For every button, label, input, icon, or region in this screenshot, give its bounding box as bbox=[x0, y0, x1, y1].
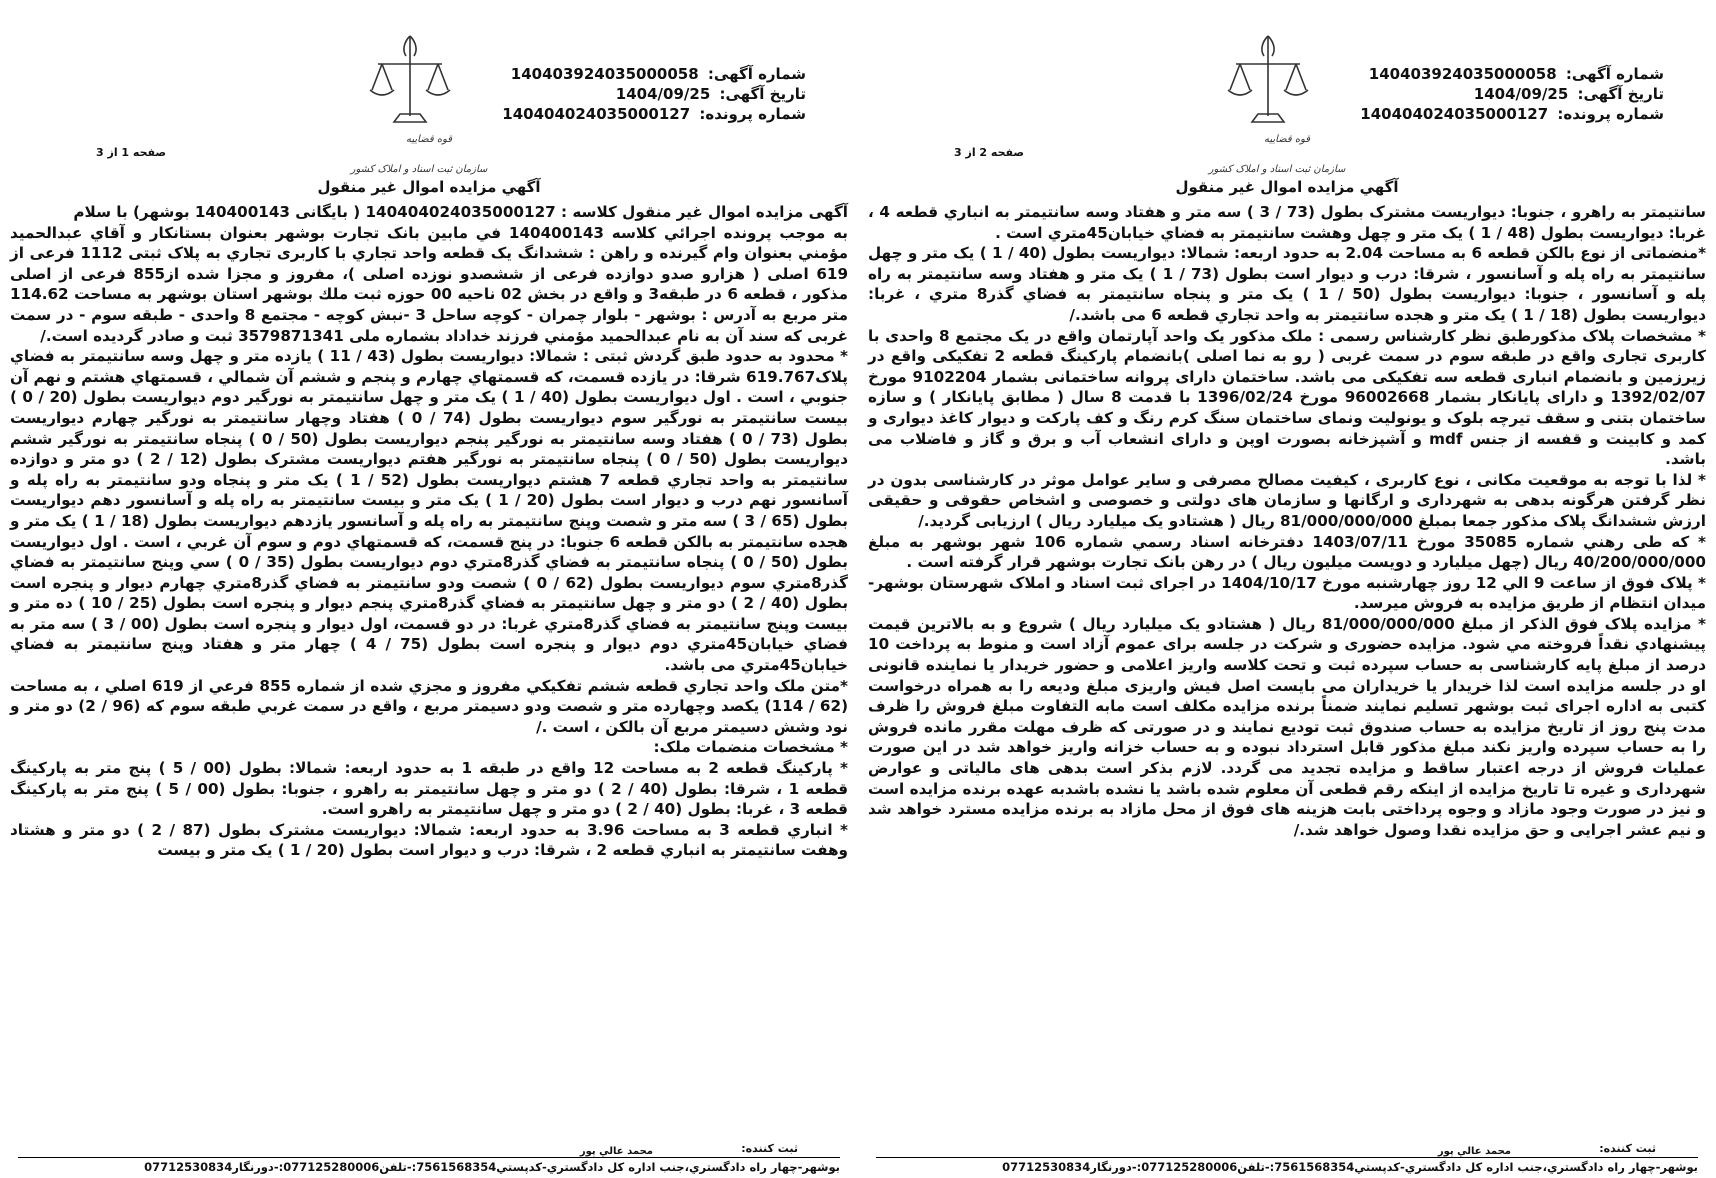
footer-divider bbox=[876, 1157, 1698, 1158]
paragraph: *متن ملک واحد تجاري قطعه ششم تفكيكي مفروز و مجزي شده از شماره 855 فرعي از 619 اصلي ، به مساحت (62 / 114) يكصد وچهارده متر و شصت ودو دسيمتر مربع ، واقع در سمت غربي طبقه سوم كه (96 / 2) دو متر و نود وشش دسيمتر مربع آن بالكن ، است ./ bbox=[10, 676, 849, 736]
paragraph: سانتيمتر به راهرو ، جنوبا: ديواريست مشترک بطول (73 / 3 ) سه متر و هفتاد وسه سانتيمتر به انباري قطعه 4 ، غربا: ديواريست بطول (48 / 1 ) يک متر و چهل وهشت سانتيمتر به فضاي خيابان45متري است . bbox=[868, 203, 1706, 242]
paragraph: *منضماتی از نوع بالكن قطعه 6 به مساحت 2.04 به حدود اربعه: شمالا: ديواريست بطول (40 / 1 ) يک متر و چهل سانتيمتر به راه پله و آسانسور ، شرقا: درب و ديوار است بطول (73 / 1 ) يک متر و هفتاد وسه سانتيمتر به راه پله و آسانسور ، جنوبا: ديواريست بطول (50 / 1 ) يک متر و پنجاه سانتيمتر به فضاي گذر8 متري ، غربا: ديواريست بطول (18 / 1 ) يک متر و هجده سانتيمتر به واحد تجاري قطعه 6 می باشد./ bbox=[868, 244, 1707, 324]
paragraph: * پلاک فوق از ساعت 9 الي 12 روز چهارشنبه مورخ 1404/10/17 در اجرای ثبت اسناد و املاک شهرستان بوشهر- ميدان انتظام از طريق مزايده به فروش ميرسد. bbox=[868, 573, 1706, 613]
footer-address: بوشهر-چهار راه دادگستري،جنب اداره كل دادگستري-كدپستي7561568354:-تلفن077125280006:-دورنگار07712530834 bbox=[1002, 1160, 1698, 1174]
case-number-row bbox=[502, 104, 806, 124]
paragraph: * مزايده پلاک فوق الذكر از مبلغ 81/000/000/000 ريال ( هشتادو يک ميليارد ريال ) شروع و به بالاترين قيمت پيشنهادي نقداً فروخته مي شود. مزایده حضوری و شرکت در جلسه برای عموم آزاد است و منوط به پرداخت 10 درصد از مبلغ پایه کارشناسی به حساب سپرده ثبت و تحت کلاسه واریز اعلامی و حضور خریدار یا نماینده قانونی او در جلسه مزایده است لذا خریدار یا خریداران می بایست اصل فیش واریزی مبلغ ودیعه را به همراه درخواست کتبی به اداره اجرای ثبت بوشهر تسلیم نمایند ضمناً برنده مزایده مکلف است مابه التفاوت مبلغ فروش را ظرف مدت پنج روز از تاریخ مزایده به حساب صندوق ثبت تودیع نمایند و در صورتی که ظرف مهلت مقرر مانده فروش را به حساب سپرده واریز نکند مبلغ مذکور قابل استرداد نبوده و به حساب خزانه واریز خواهد شد در این صورت عملیات فروش از درجه اعتبار ساقط و مزایده تجدید می گردد. لازم بذکر است بدهی های مالیاتی و عوارض شهرداری و غیره تا تاریخ مزایده از اینکه رقم قطعی آن معلوم شده باشد یا نشده باشدبه عهده برنده مزایده است و نیز در صورت وجود مازاد و وجوه پرداختی بابت هزینه های فوق از محل مازاد به برنده مزایده مسترد خواهد شد و نیم عشر اجرایی و حق مزایده نقدا وصول خواهد شد./ bbox=[868, 614, 1707, 839]
org-subtitle: سازمان ثبت اسناد و املاک کشور bbox=[1208, 164, 1346, 175]
org-subtitle: سازمان ثبت اسناد و املاک کشور bbox=[350, 164, 488, 175]
page-header bbox=[0, 30, 858, 180]
signer-label: ثبت کننده: bbox=[1599, 1142, 1656, 1155]
ad-date-label: تاریخ آگهی: bbox=[1577, 85, 1664, 103]
paragraph: به موجب پرونده اجرائي كلاسه 140400143 في مابين بانک تجارت بوشهر بعنوان بستانكار و آقاي عبدالحميد مؤمني بعنوان وام گيرنده و راهن : ششدانگ يک قطعه واحد تجاري با کاربری تجاري به پلاک ثبتی 1112 فرعی از 619 اصلی ( هزارو صدو دوازده فرعی از ششصدو نوزده اصلی )، مفروز و مجزا شده از855 فرعی از اصلی مذکور ، قطعه 6 در طبقه3 و واقع در بخش 02 ناحيه 00 حوزه ثبت ملك بوشهر استان بوشهر به مساحت 114.62 متر مربع به آدرس : بوشهر - بلوار چمران - كوچه ساحل 3 -نبش كوچه - مجتمع 8 واحدی - طبقه سوم - در سمت غربی که سند آن به نام عبدالحميد مؤمني فرزند خداداد بشماره ملی 3579871341 ثبت و صادر گرديده است./ bbox=[10, 223, 849, 345]
ad-number-label: شماره آگهی: bbox=[707, 65, 806, 83]
paragraph: * مشخصات پلاک مذكورطبق نظر كارشناس رسمی : ملک مذکور یک واحد آپارتمان واقع در یک مجتمع 8 واحدی با کاربری تجاری واقع در طبقه سوم در سمت غربی ( رو به نما اصلی )بانضمام پارکینگ قطعه 2 تفکیکی واقع در زیرزمین و بانضمام انباری قطعه سه تفکیکی می باشد. ساختمان دارای پروانه ساختمانی بشمار 9102204 مورخ 1392/02/07 و دارای پایانکار بشمار 96002668 مورخ 1396/02/24 با قدمت 8 سال ( مطابق پایانکار ) و سازه ساختمان بتنی و سقف تیرچه بلوک و یونولیت ونمای ساختمان سنگ کرم رنگ و کف پارکت و دیوار کاغذ دیواری و کمد و کابینت و قفسه از جنس mdf و آشپزخانه بصورت اوپن و دارای انشعاب آب و برق و گاز و فاضلاب می باشد. bbox=[868, 326, 1707, 469]
ad-number-value: 140403924035000058 bbox=[1368, 65, 1557, 83]
signer-label: ثبت کننده: bbox=[741, 1142, 798, 1155]
document-page-2 bbox=[858, 0, 1716, 1178]
signer-name: محمد عالي پور bbox=[579, 1146, 653, 1157]
page-header bbox=[858, 30, 1716, 180]
notice-title: آگهي مزايده اموال غير منقول bbox=[317, 178, 541, 196]
ad-number-value: 140403924035000058 bbox=[510, 65, 699, 83]
ad-meta bbox=[1360, 64, 1664, 124]
page-number: صفحه 2 از 3 bbox=[954, 146, 1025, 159]
org-name: قوه قضاییه bbox=[1264, 134, 1311, 145]
notice-body bbox=[10, 202, 848, 861]
ad-date-value: 1404/09/25 bbox=[615, 85, 711, 103]
notice-title: آگهي مزايده اموال غير منقول bbox=[1175, 178, 1399, 196]
case-number-row bbox=[1360, 104, 1664, 124]
ad-date-row bbox=[502, 84, 806, 104]
judiciary-emblem-icon bbox=[1208, 30, 1328, 180]
notice-body bbox=[868, 202, 1706, 840]
ad-date-row bbox=[1360, 84, 1664, 104]
paragraph: * لذا با توجه به موقعيت مكانی ، نوع كاربری ، كيفيت مصالح مصرفی و ساير عوامل موثر در كارشناسی بدون در نظر گرفتن هرگونه بدهی به شهرداری و ارگانها و سازمان های دولتی و خصوصی و اشخاص حقوقی و حقيقی ارزش ششدانگ پلاک مذكور جمعا بمبلغ 81/000/000/000 ريال ( هشتادو يک ميليارد ريال ) ارزيابی گرديد./ bbox=[868, 470, 1706, 530]
ad-meta bbox=[502, 64, 806, 124]
ad-number-label: شماره آگهی: bbox=[1565, 65, 1664, 83]
paragraph: آگهی مزایده اموال غیر منقول کلاسه : 140404024035000127 ( بایگانی 140400143 بوشهر) با سلام bbox=[73, 203, 848, 221]
case-number-value: 140404024035000127 bbox=[502, 105, 691, 123]
footer-address: بوشهر-چهار راه دادگستري،جنب اداره كل دادگستري-كدپستي7561568354:-تلفن077125280006:-دورنگار07712530834 bbox=[144, 1160, 840, 1174]
org-name: قوه قضاییه bbox=[406, 134, 453, 145]
ad-date-label: تاریخ آگهی: bbox=[719, 85, 806, 103]
judiciary-emblem-icon bbox=[350, 30, 470, 180]
ad-number-row bbox=[1360, 64, 1664, 84]
footer-divider bbox=[18, 1157, 840, 1158]
case-number-label: شماره پرونده: bbox=[699, 105, 806, 123]
signer-name: محمد عالي پور bbox=[1437, 1146, 1511, 1157]
case-number-label: شماره پرونده: bbox=[1557, 105, 1664, 123]
case-number-value: 140404024035000127 bbox=[1360, 105, 1549, 123]
paragraph: * محدود به حدود طبق گردش ثبتی : شمالا: ديواريست بطول (43 / 11 ) يازده متر و چهل وسه سانتيمتر به فضاي پلاک619.767 شرقا: در يازده قسمت، كه قسمتهاي چهارم و پنجم و ششم آن شمالي ، قسمتهاي هشتم و نهم آن جنوبي ، است . اول ديواريست بطول (40 / 1 ) يک متر و چهل سانتيمتر به نورگير دوم ديواريست بطول (20 / 0 ) بيست سانتيمتر به نورگير سوم ديواريست بطول (74 / 0 ) هفتاد وچهار سانتيمتر به نورگير چهارم ديواريست بطول (73 / 0 ) هفتاد وسه سانتيمتر به نورگير پنجم ديواريست بطول (50 / 0 ) پنجاه سانتيمتر به نورگير ششم ديواريست بطول (50 / 0 ) پنجاه سانتيمتر به نورگير هفتم ديواريست مشترک بطول (12 / 2 ) دو متر و دوازده سانتيمتر به واحد تجاري قطعه 7 هشتم ديواريست بطول (52 / 1 ) يک متر و پنجاه ودو سانتيمتر به راه پله و آسانسور نهم درب و ديوار است بطول (20 / 1 ) يک متر و بيست سانتيمتر به راه پله و آسانسور دهم ديواريست بطول (65 / 3 ) سه متر و شصت وپنج سانتيمتر به راه پله و آسانسور يازدهم ديواريست بطول (18 / 1 ) يک متر و هجده سانتيمتر به بالكن قطعه 6 جنوبا: در پنج قسمت، كه قسمتهاي دوم و سوم آن غربي ، است . اول ديواريست بطول (50 / 0 ) پنجاه سانتيمتر به فضاي گذر8متري دوم ديواريست بطول (35 / 0 ) سي وپنج سانتيمتر به فضاي گذر8متري سوم ديواريست بطول (62 / 0 ) شصت ودو سانتيمتر به فضاي گذر8متري چهارم ديوار و پنجره است بطول (40 / 2 ) دو متر و چهل سانتيمتر به فضاي گذر8متري پنجم ديوار و پنجره است بطول (25 / 10 ) ده متر و بيست وپنج سانتيمتر به فضاي گذر8متري غربا: در دو قسمت، اول ديوار و پنجره است بطول (00 / 3 ) سه متر به فضاي خيابان45متري دوم ديوار و پنجره است بطول (75 / 4 ) چهار متر و هفتاد وپنج سانتيمتر به فضاي خيابان45متري می باشد. bbox=[10, 347, 849, 675]
paragraph: * مشخصات منضمات ملک: bbox=[653, 738, 848, 757]
page-number: صفحه 1 از 3 bbox=[96, 146, 167, 159]
paragraph: * انباري قطعه 3 به مساحت 3.96 به حدود اربعه: شمالا: ديواريست مشترک بطول (87 / 2 ) دو متر و هشتاد وهفت سانتيمتر به انباري قطعه 2 ، شرقا: درب و ديوار است بطول (20 / 1 ) يک متر و بيست bbox=[10, 820, 848, 860]
paragraph: * پاركينگ قطعه 2 به مساحت 12 واقع در طبقه 1 به حدود اربعه: شمالا: بطول (00 / 5 ) پنج متر به پاركينگ قطعه 1 ، شرقا: بطول (40 / 2 ) دو متر و چهل سانتيمتر به راهرو ، جنوبا: بطول (00 / 5 ) پنج متر به پاركينگ قطعه 3 ، غربا: بطول (40 / 2 ) دو متر و چهل سانتيمتر به راهرو است. bbox=[10, 759, 849, 819]
ad-date-value: 1404/09/25 bbox=[1473, 85, 1569, 103]
ad-number-row bbox=[502, 64, 806, 84]
paragraph: * که طی رهني شماره 35085 مورخ 1403/07/11 دفترخانه اسناد رسمي شماره 106 شهر بوشهر به مبلغ 40/200/000/000 ريال (چهل ميليارد و دويست ميليون ريال ) در رهن بانک تجارت بوشهر قرار گرفته است . bbox=[868, 532, 1706, 572]
